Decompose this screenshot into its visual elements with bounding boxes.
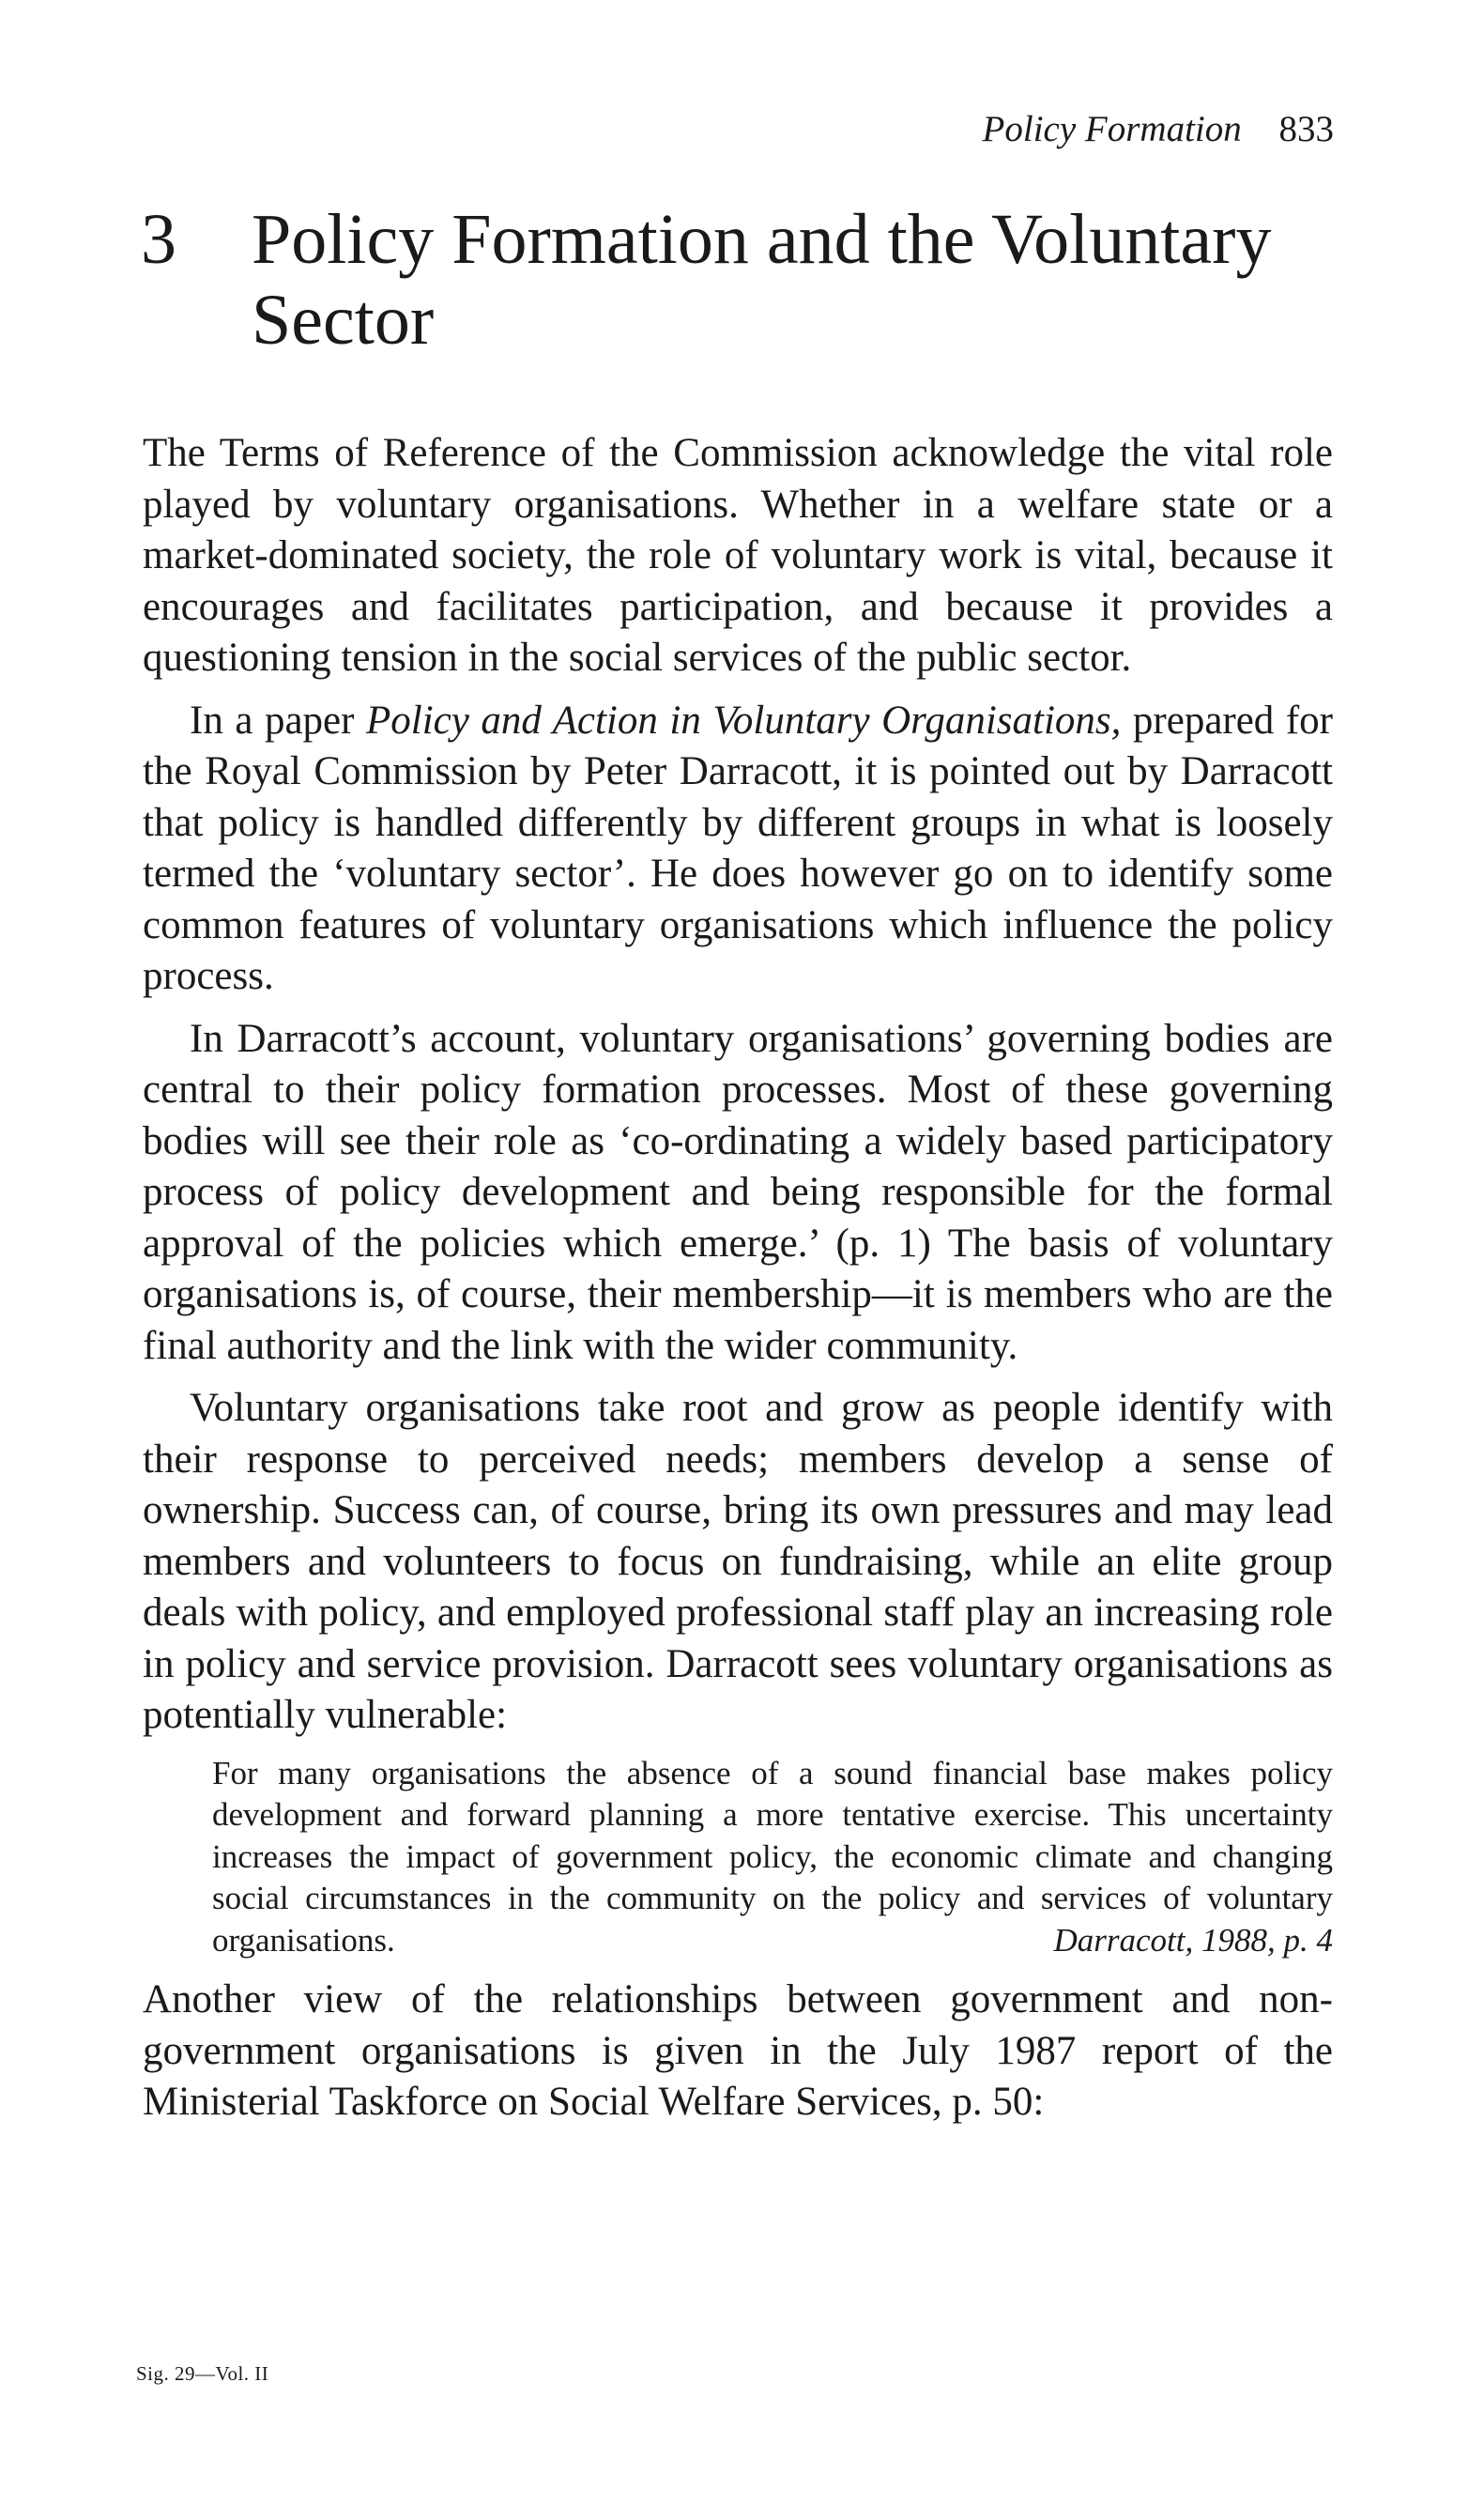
chapter-title: Policy Formation and the Voluntary Sector [252,200,1272,360]
paragraph-1: The Terms of Reference of the Commission acknowledge the vital role played by voluntary organisations. Whether in a welfare state or a market-dominated society, the role of voluntary work is vital, because it encourages and facilitates participation, and because it provides a questioning tension in the social services of the public sector. [143,431,1333,680]
block-quote-citation: Darracott, 1988, p. 4 [1053,1921,1333,1959]
paragraph-3: In Darracott’s account, voluntary organisations’ governing bodies are central to their policy formation processes. Most of these governing bodies will see their role as ‘co-ordinating a widely based participatory process of policy development and being responsible for the formal approval of the policies which emerge.’ (p. 1) The basis of voluntary organisations is, of course, their membership—it is members who are the final authority and the link with the wider community. [143,1016,1333,1368]
page-number: 833 [1278,109,1334,149]
chapter-number: 3 [141,200,176,279]
block-quote [212,1753,1333,1962]
paragraph-2-lead: In a paper [190,698,366,743]
paragraph-2 [143,696,1333,1003]
paragraph-2-rest: prepared for the Royal Commission by Peter Darracott, it is pointed out by Darracott that policy is handled differently by different groups in what is loosely termed the ‘voluntary sector’. He does however go on to identify some common features of voluntary organisations which influence the policy process. [143,698,1333,998]
block-quote-text: For many organisations the absence of a sound financial base makes policy development and forward planning a more tentative exercise. This uncertainty increases the impact of government policy, the economic climate and changing social circumstances in the community on the policy and services of voluntary organisations. [212,1754,1333,1959]
running-head-title: Policy Formation [982,109,1242,149]
paragraph-4: Voluntary organisations take root and grow as people identify with their response to perceived needs; members develop a sense of ownership. Success can, of course, bring its own pressures and may lead members and volunteers to focus on fundraising, while an elite group deals with policy, and employed professional staff play an increasing role in policy and service provision. Darracott sees voluntary organisations as potentially vulnerable: [143,1386,1333,1737]
chapter-heading [141,199,1361,361]
signature-mark: Sig. 29—Vol. II [136,2362,269,2385]
paragraph-5: Another view of the relationships between government and non-government organisations is given in the July 1987 report of the Ministerial Taskforce on Social Welfare Services, p. 50: [143,1977,1333,2124]
body-text [143,428,1333,2140]
paper-title: Policy and Action in Voluntary Organisations, [366,698,1122,743]
running-head [983,111,1334,147]
